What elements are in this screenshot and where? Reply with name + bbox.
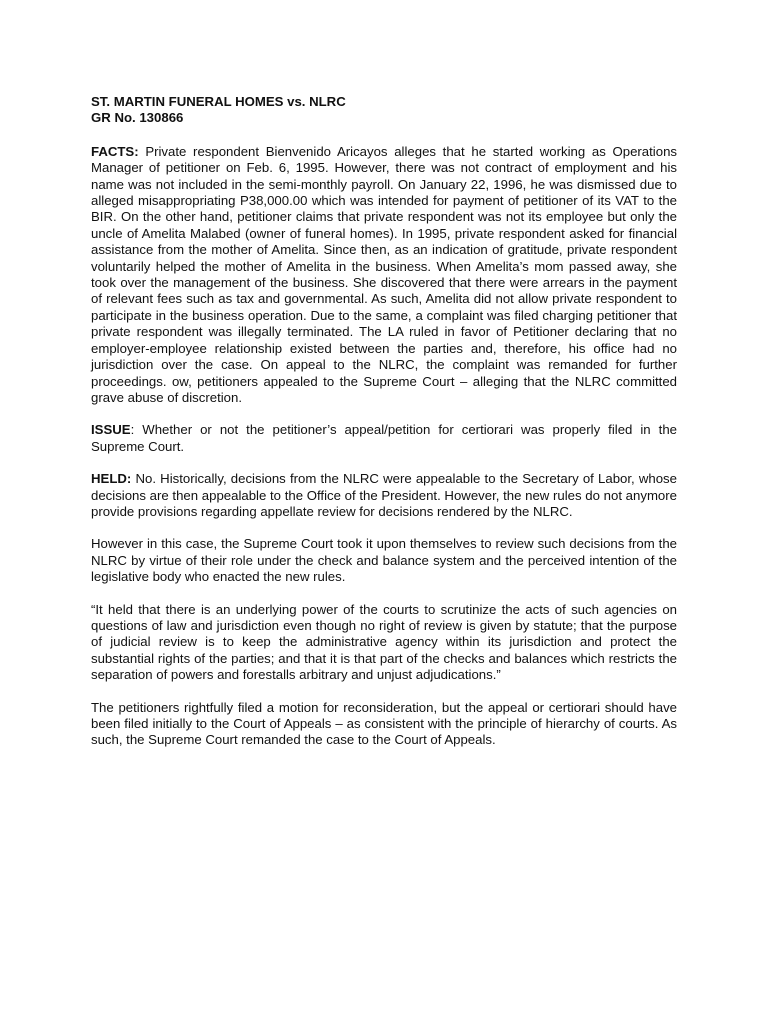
case-number: GR No. 130866 <box>91 110 184 126</box>
facts-text: Private respondent Bienvenido Aricayos alleges that he started working as Operations Manager of petitioner on Feb. 6, 1995. However, there was not contract of employment and his name was not included in the semi-monthly payroll. On January 22, 1996, he was dismissed due to alleged misappropriating P38,000.00 which was intended for payment of petitioner of its VAT to the BIR. On the other hand, petitioner claims that private respondent was not its employee but only the uncle of Amelita Malabed (owner of funeral homes). In 1995, private respondent asked for financial assistance from the mother of Amelita. Since then, as an indication of gratitude, private respondent voluntarily helped the mother of Amelita in the business. When Amelita’s mom passed away, she took over the management of the business. She discovered that there were arrears in the payment of relevant fees such as tax and governmental. As such, Amelita did not allow private respondent to participate in the business operation. Due to the same, a complaint was filed charging petitioner that private respondent was illegally terminated. The LA ruled in favor of Petitioner declaring that no employer-employee relationship existed between the parties and, therefore, his office had no jurisdiction over the case. On appeal to the NLRC, the complaint was remanded for further proceedings. ow, petitioners appealed to the Supreme Court – alleging that the NLRC committed grave abuse of discretion. <box>91 143 677 405</box>
document-page <box>91 94 677 765</box>
case-title: ST. MARTIN FUNERAL HOMES vs. NLRC <box>91 94 346 109</box>
issue-label: ISSUE <box>91 422 131 438</box>
issue-text: : Whether or not the petitioner’s appeal/petition for certiorari was properly filed in the Supreme Court. <box>91 422 677 454</box>
held-text: No. Historically, decisions from the NLRC were appealable to the Secretary of Labor, whose decisions are then appealable to the Office of the President. However, the new rules do not anymore provide provisions regarding appellate review for decisions rendered by the NLRC. <box>91 471 677 519</box>
issue-paragraph <box>91 422 677 455</box>
held-label: HELD: <box>91 471 132 487</box>
case-heading <box>91 94 677 127</box>
facts-paragraph <box>91 144 677 407</box>
held-paragraph <box>91 471 677 520</box>
conclusion-paragraph: The petitioners rightfully filed a motion for reconsideration, but the appeal or certiorari should have been filed initially to the Court of Appeals – as consistent with the principle of hierarchy of courts. As such, the Supreme Court remanded the case to the Court of Appeals. <box>91 699 677 748</box>
review-paragraph: However in this case, the Supreme Court took it upon themselves to review such decisions from the NLRC by virtue of their role under the check and balance system and the perceived intention of the legislative body who enacted the new rules. <box>91 536 677 585</box>
quote-paragraph: “It held that there is an underlying power of the courts to scrutinize the acts of such agencies on questions of law and jurisdiction even though no right of review is given by statute; that the purpose of judicial review is to keep the administrative agency within its jurisdiction and protect the substantial rights of the parties; and that it is that part of the checks and balances which restricts the separation of powers and forestalls arbitrary and unjust adjudications.” <box>91 601 677 683</box>
facts-label: FACTS: <box>91 143 139 159</box>
